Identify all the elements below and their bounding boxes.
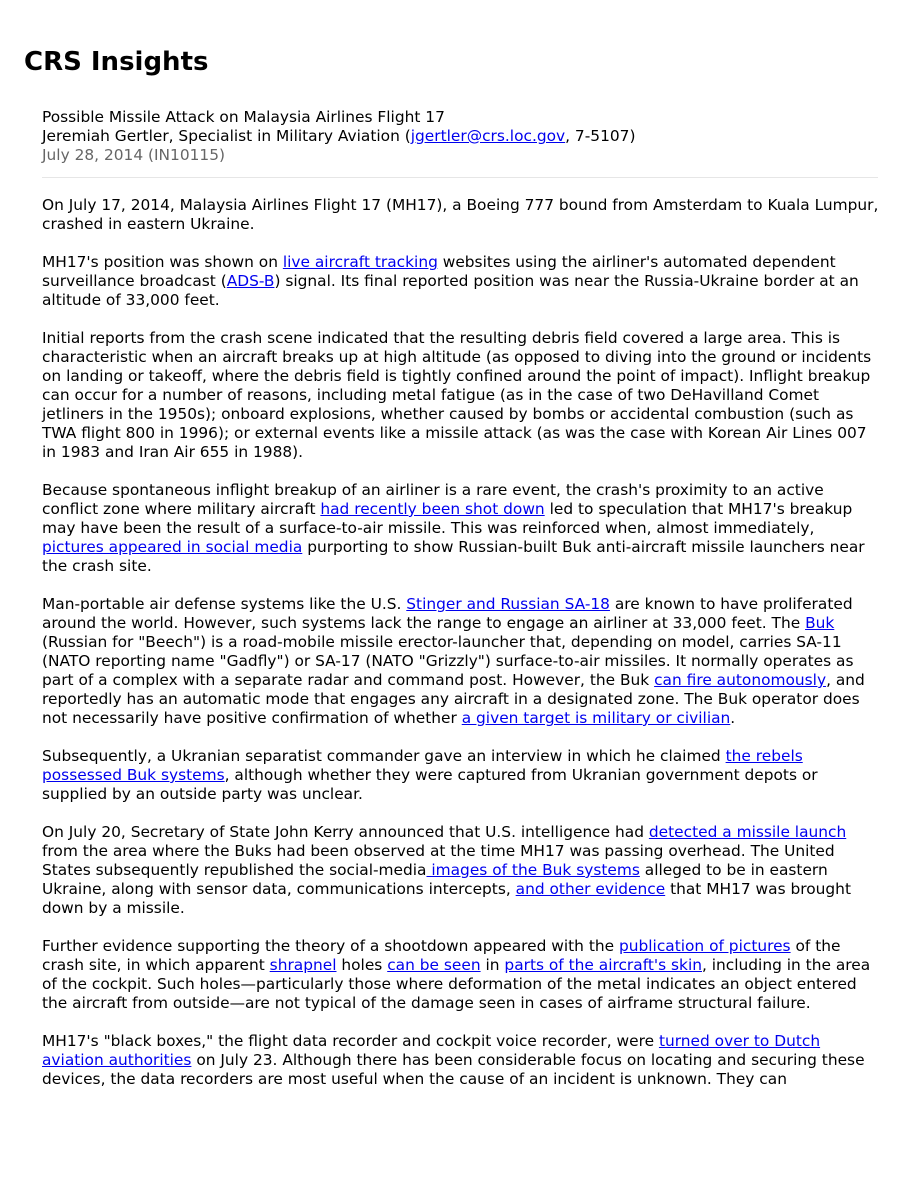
rebels-buk-systems-link[interactable]: the rebels possessed Buk systems — [42, 747, 803, 784]
aircraft-skin-link[interactable]: parts of the aircraft's skin — [504, 956, 702, 974]
text: Because spontaneous inflight breakup of an airliner is a rare event, the crash's proximity to an active conflict zone where military aircraft — [42, 481, 824, 518]
text: are known to have proliferated around the world. However, such systems lack the range to engage an airliner at 33,000 feet. The — [42, 595, 853, 632]
ads-b-link[interactable]: ADS-B — [226, 272, 275, 290]
author-phone: , 7-5107) — [565, 127, 636, 145]
author-name: Jeremiah Gertler, Specialist in Military Aviation ( — [42, 127, 411, 145]
military-or-civilian-link[interactable]: a given target is military or civilian — [461, 709, 731, 727]
paragraph-2 — [42, 253, 880, 310]
text: . — [730, 709, 736, 727]
text: , and reportedly has an automatic mode that engages any aircraft in a designated zone. The Buk operator does not necessarily have positive confirmation of whether — [42, 671, 865, 727]
can-be-seen-link[interactable]: can be seen — [387, 956, 481, 974]
text: alleged to be in eastern Ukraine, along with sensor data, communications intercepts, — [42, 861, 828, 898]
text: Subsequently, a Ukranian separatist commander gave an interview in which he claimed — [42, 747, 726, 765]
text: , including in the area of the cockpit. Such holes—particularly those where deformation of the metal indicates an object entered the aircraft from outside—are not typical of the damage seen in cases of airframe structural failure. — [42, 956, 871, 1012]
text: Further evidence supporting the theory of a shootdown appeared with the — [42, 937, 619, 955]
shrapnel-link[interactable]: shrapnel — [269, 956, 337, 974]
paragraph-3 — [42, 329, 880, 462]
missile-launch-link[interactable]: detected a missile launch — [648, 823, 847, 841]
fire-autonomously-link[interactable]: can fire autonomously — [654, 671, 827, 689]
text: (Russian for "Beech") is a road-mobile missile erector-launcher that, depending on model, carries SA-11 (NATO reporting name "Gadfly") or SA-17 (NATO "Grizzly") surface-to-air missiles. It normally operates as part of a complex with a separate radar and command post. However, the Buk — [42, 633, 854, 689]
text: Initial reports from the crash scene indicated that the resulting debris field covered a large area. This is characteristic when an aircraft breaks up at high altitude (as opposed to diving into the ground or incidents on landing or takeoff, where the debris field is tightly confined around the point of impact). Inflight breakup can occur for a number of reasons, including metal fatigue (as in the case of two DeHavilland Comet jetliners in the 1950s); onboard explosions, whether caused by bombs or accidental combustion (such as TWA flight 800 in 1996); or external events like a missile attack (as was the case with Korean Air Lines 007 in 1983 and Iran Air 655 in 1988). — [42, 329, 872, 461]
stinger-sa18-link[interactable]: Stinger and Russian SA-18 — [406, 595, 610, 613]
text: , although whether they were captured from Ukranian government depots or supplied by an outside party was unclear. — [42, 766, 818, 803]
other-evidence-link[interactable]: and other evidence — [515, 880, 666, 898]
live-aircraft-tracking-link[interactable]: live aircraft tracking — [282, 253, 438, 271]
site-title: CRS Insights — [24, 47, 209, 77]
author-email-link[interactable]: jgertler@crs.loc.gov — [410, 127, 566, 145]
article-header — [42, 108, 878, 165]
text: that MH17 was brought down by a missile. — [42, 880, 851, 917]
text: purporting to show Russian-built Buk anti-aircraft missile launchers near the crash site. — [42, 538, 865, 575]
publication-date: July 28, 2014 (IN10115) — [42, 146, 226, 164]
text: websites using the airliner's automated dependent surveillance broadcast ( — [42, 253, 836, 290]
paragraph-1 — [42, 196, 880, 234]
buk-images-link[interactable]: images of the Buk systems — [426, 861, 640, 879]
text: of the crash site, in which apparent — [42, 937, 841, 974]
article-title: Possible Missile Attack on Malaysia Airlines Flight 17 — [42, 108, 445, 126]
publication-of-pictures-link[interactable]: publication of pictures — [618, 937, 791, 955]
text: ) signal. Its final reported position was near the Russia-Ukraine border at an altitude of 33,000 feet. — [42, 272, 859, 309]
social-media-pictures-link[interactable]: pictures appeared in social media — [42, 538, 303, 556]
text: MH17's "black boxes," the flight data recorder and cockpit voice recorder, were — [42, 1032, 659, 1050]
text: MH17's position was shown on — [42, 253, 283, 271]
paragraph-8 — [42, 937, 880, 1013]
text: On July 17, 2014, Malaysia Airlines Flight 17 (MH17), a Boeing 777 bound from Amsterdam to Kuala Lumpur, crashed in eastern Ukraine. — [42, 196, 879, 233]
paragraph-5 — [42, 595, 880, 728]
author-line — [42, 127, 878, 146]
text: led to speculation that MH17's breakup may have been the result of a surface-to-air missile. This was reinforced when, almost immediately, — [42, 500, 853, 537]
text: holes — [336, 956, 388, 974]
paragraph-9 — [42, 1032, 880, 1089]
text: on July 23. Although there has been considerable focus on locating and securing these devices, the data recorders are most useful when the cause of an incident is unknown. They can — [42, 1051, 865, 1088]
shot-down-link[interactable]: had recently been shot down — [320, 500, 545, 518]
article-body — [42, 196, 880, 1108]
text: in — [480, 956, 505, 974]
paragraph-7 — [42, 823, 880, 918]
text: On July 20, Secretary of State John Kerry announced that U.S. intelligence had — [42, 823, 649, 841]
buk-link[interactable]: Buk — [805, 614, 835, 632]
header-divider — [42, 177, 878, 178]
text: Man-portable air defense systems like the U.S. — [42, 595, 407, 613]
text: from the area where the Buks had been observed at the time MH17 was passing overhead. The United States subsequently republished the social-media — [42, 842, 835, 879]
paragraph-4 — [42, 481, 880, 576]
paragraph-6 — [42, 747, 880, 804]
dutch-authorities-link[interactable]: turned over to Dutch aviation authorities — [42, 1032, 821, 1069]
